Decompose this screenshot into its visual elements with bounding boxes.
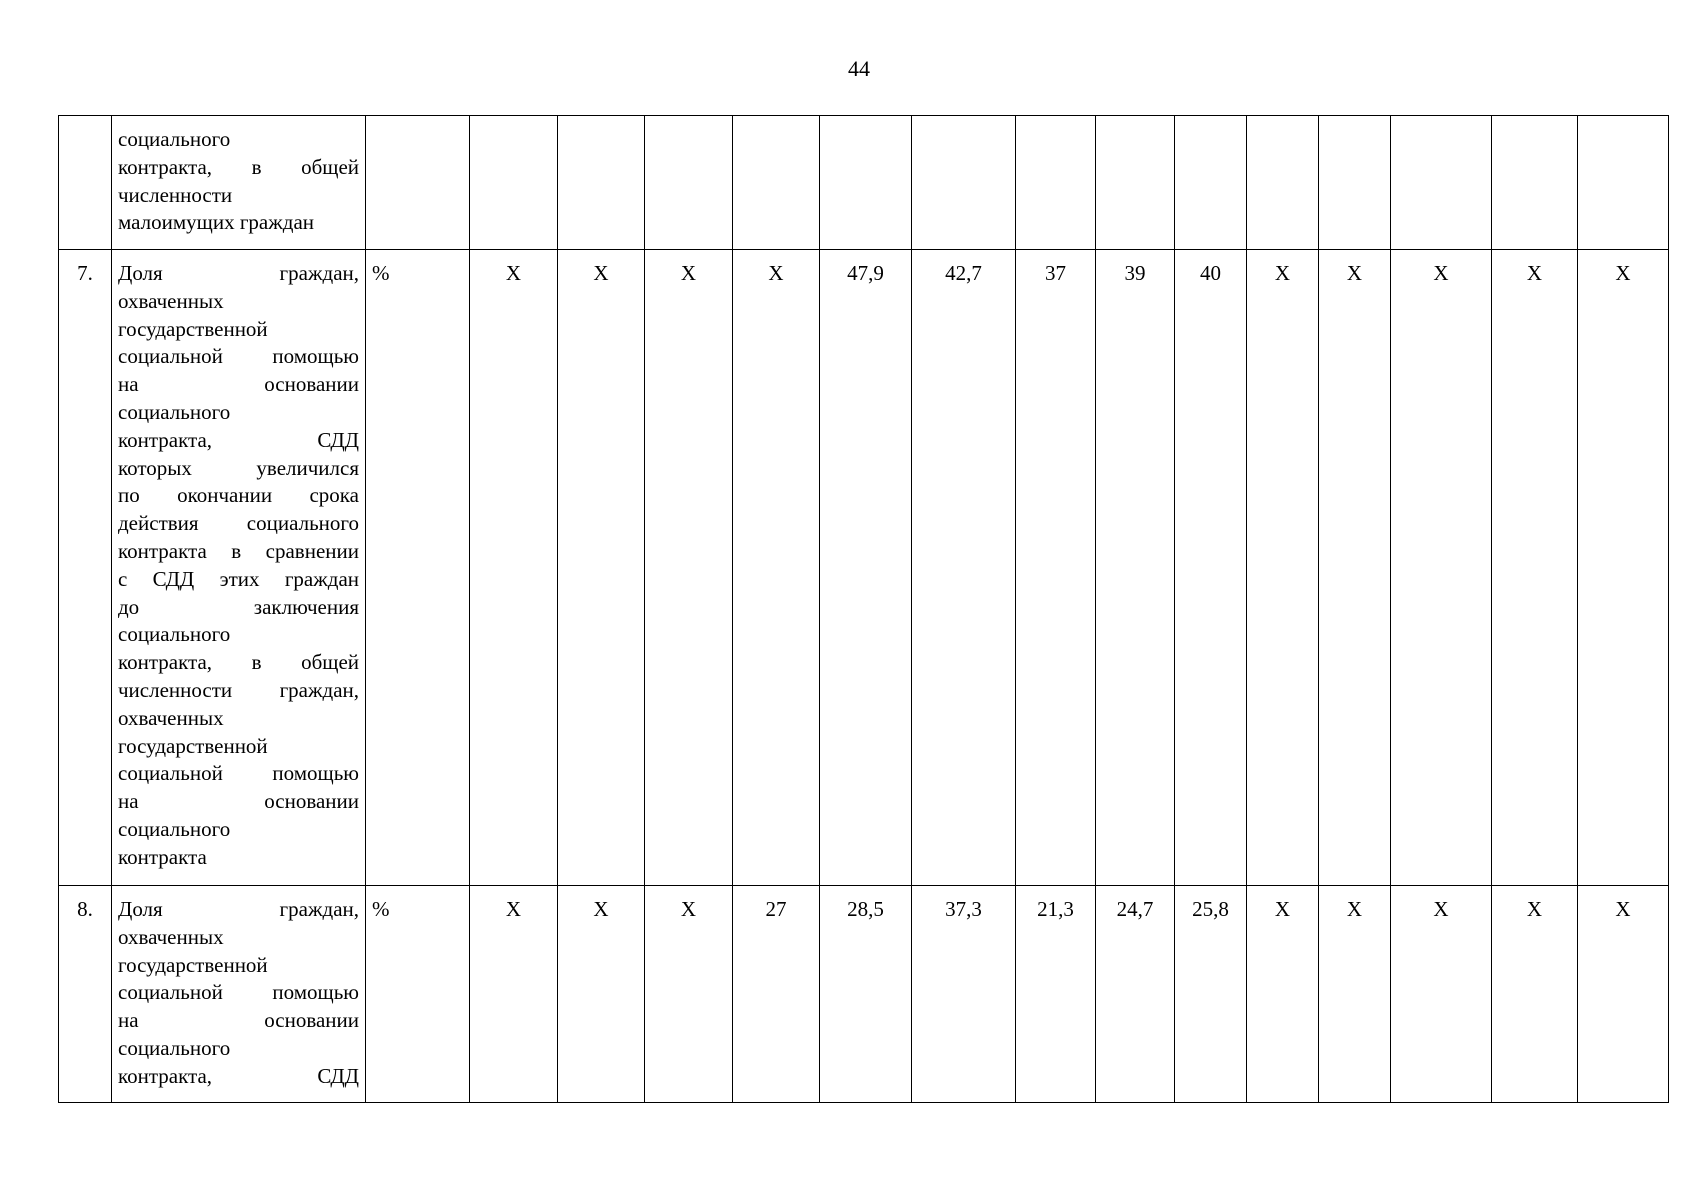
- page-number: 44: [848, 56, 870, 81]
- indicator-name-line: численности: [118, 182, 233, 207]
- indicator-name-line: Доля граждан,: [118, 897, 359, 921]
- value-cell: [1247, 116, 1319, 250]
- value-cell: X: [1578, 250, 1669, 886]
- value-cell: X: [1578, 886, 1669, 1103]
- value-cell: [1319, 116, 1391, 250]
- value-cell: X: [1319, 886, 1391, 1103]
- table-row: [59, 250, 1669, 886]
- indicator-name-line: социальной помощью: [118, 980, 359, 1005]
- value-cell: X: [1391, 250, 1492, 886]
- row-number-cell: 8.: [59, 886, 112, 1103]
- value-cell: 37,3: [912, 886, 1016, 1103]
- indicator-name-line: контракта в сравнении: [118, 538, 359, 563]
- indicator-name-cell: [112, 250, 366, 886]
- indicator-name-line: охваченных: [118, 288, 224, 313]
- indicator-name-line: контракта, СДД: [118, 1063, 359, 1088]
- value-cell: X: [645, 886, 733, 1103]
- indicator-name-line: которых увеличился: [118, 455, 359, 480]
- value-cell: 24,7: [1096, 886, 1175, 1103]
- indicator-name-line: по окончании срока: [118, 483, 359, 508]
- value-cell: 39: [1096, 250, 1175, 886]
- value-cell: [645, 116, 733, 250]
- value-cell: [558, 116, 645, 250]
- indicator-name-line: социального: [118, 399, 231, 424]
- row-number-cell: 7.: [59, 250, 112, 886]
- indicators-table: [58, 115, 1669, 1103]
- indicator-name-line: на основании: [118, 372, 359, 397]
- table-row: [59, 116, 1669, 250]
- indicator-name-line: контракта, в общей: [118, 154, 359, 179]
- indicator-name-line: социального: [118, 816, 231, 841]
- indicator-name-line: государственной: [118, 733, 268, 758]
- value-cell: [470, 116, 558, 250]
- value-cell: X: [733, 250, 820, 886]
- indicator-name-cell: [112, 116, 366, 250]
- indicator-name-line: на основании: [118, 789, 359, 814]
- indicator-name-line: государственной: [118, 952, 268, 977]
- value-cell: X: [1247, 250, 1319, 886]
- row-number-cell: [59, 116, 112, 250]
- value-cell: [1492, 116, 1578, 250]
- value-cell: X: [558, 250, 645, 886]
- value-cell: 42,7: [912, 250, 1016, 886]
- indicator-name-line: до заключения: [118, 594, 359, 619]
- unit-cell: %: [366, 250, 470, 886]
- value-cell: X: [1319, 250, 1391, 886]
- value-cell: X: [470, 250, 558, 886]
- value-cell: X: [1492, 886, 1578, 1103]
- value-cell: 21,3: [1016, 886, 1096, 1103]
- value-cell: 25,8: [1175, 886, 1247, 1103]
- table-row: [59, 886, 1669, 1103]
- value-cell: X: [1391, 886, 1492, 1103]
- value-cell: [1175, 116, 1247, 250]
- value-cell: 37: [1016, 250, 1096, 886]
- indicator-name-line: на основании: [118, 1008, 359, 1033]
- value-cell: [912, 116, 1016, 250]
- indicator-name-line: охваченных: [118, 705, 224, 730]
- value-cell: [1096, 116, 1175, 250]
- value-cell: 27: [733, 886, 820, 1103]
- indicator-name-line: контракта, СДД: [118, 427, 359, 452]
- indicator-name-line: социальной помощью: [118, 344, 359, 369]
- value-cell: 28,5: [820, 886, 912, 1103]
- indicator-name-line: охваченных: [118, 924, 224, 949]
- indicator-name-line: Доля граждан,: [118, 261, 359, 285]
- indicator-name-line: контракта: [118, 844, 207, 869]
- indicator-name-line: социального: [118, 1035, 231, 1060]
- indicator-name-line: социального: [118, 127, 231, 151]
- value-cell: X: [558, 886, 645, 1103]
- indicator-name-line: с СДД этих граждан: [118, 566, 359, 591]
- indicator-name-line: контракта, в общей: [118, 650, 359, 675]
- value-cell: 47,9: [820, 250, 912, 886]
- indicator-name-line: действия социального: [118, 511, 359, 536]
- indicator-name-line: малоимущих граждан: [118, 210, 315, 235]
- value-cell: [820, 116, 912, 250]
- value-cell: [1391, 116, 1492, 250]
- value-cell: [1016, 116, 1096, 250]
- value-cell: [1578, 116, 1669, 250]
- value-cell: 40: [1175, 250, 1247, 886]
- unit-cell: [366, 116, 470, 250]
- indicator-name-line: государственной: [118, 316, 268, 341]
- indicator-name-line: социальной помощью: [118, 761, 359, 786]
- value-cell: X: [645, 250, 733, 886]
- unit-cell: %: [366, 886, 470, 1103]
- value-cell: X: [470, 886, 558, 1103]
- value-cell: X: [1492, 250, 1578, 886]
- value-cell: [733, 116, 820, 250]
- value-cell: X: [1247, 886, 1319, 1103]
- indicator-name-line: социального: [118, 622, 231, 647]
- indicator-name-line: численности граждан,: [118, 677, 359, 702]
- indicator-name-cell: [112, 886, 366, 1103]
